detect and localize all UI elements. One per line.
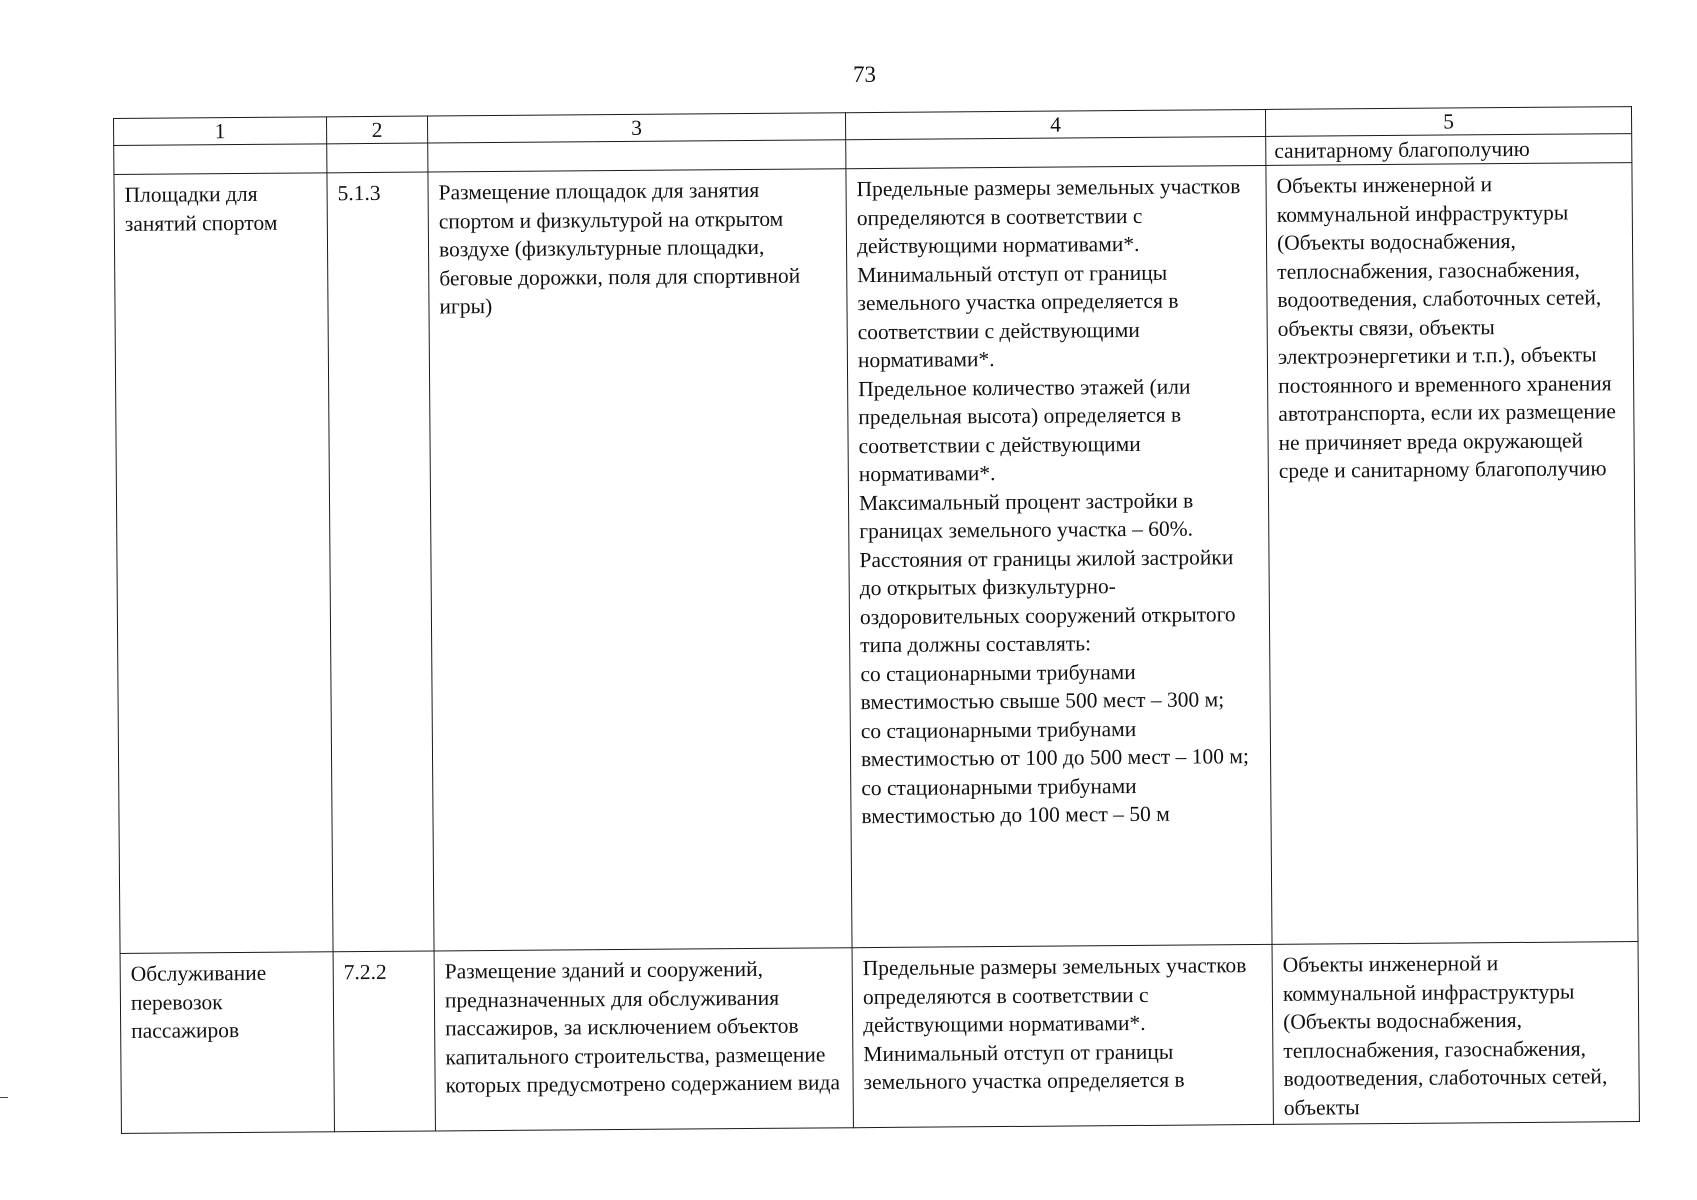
scan-edge-mark [0, 1097, 8, 1098]
use-name-cell: Обслуживание перевозок пассажиров [120, 952, 334, 1134]
parameter-line: Предельные размеры земельных участков определяются в соответствии с действующими нормативами*. [862, 953, 1247, 1038]
column-header: 3 [427, 113, 845, 143]
column-header: 2 [326, 116, 427, 144]
parameter-line: Расстояния от границы жилой застройки до открытых физкультурно-оздоровительных сооружений открытого типа должны составлять: [859, 544, 1236, 658]
parameter-line: Минимальный отступ от границы земельного участка определяется в соответствии с действующими нормативами*. [857, 260, 1179, 373]
table-row [120, 942, 1639, 1134]
parameters-cell [846, 165, 1272, 947]
parameter-line: со стационарными трибунами вместимостью до 100 мест – 50 м [861, 773, 1170, 829]
parameter-line: Предельное количество этажей (или предельная высота) определяется в соответствии с действующими нормативами*. [858, 374, 1191, 487]
use-code-cell: 5.1.3 [327, 172, 434, 952]
zoning-table [113, 106, 1640, 1134]
auxiliary-uses-cell: Объекты инженерной и коммунальной инфраструктуры (Объекты водоснабжения, теплоснабжения, газоснабжения, водоотведения, слаботочных сетей, объекты [1272, 942, 1639, 1125]
use-description-cell: Размещение зданий и сооружений, предназначенных для обслуживания пассажиров, за исключением объектов капитального строительства, размещение которых предусмотрено содержанием вида [434, 948, 853, 1131]
table-cell [428, 140, 846, 172]
parameters-cell [852, 944, 1273, 1127]
parameter-line: Максимальный процент застройки в границах земельного участка – 60%. [858, 488, 1194, 544]
table-cell [846, 136, 1266, 168]
table-cell: санитарному благополучию [1266, 134, 1632, 166]
table-cell [114, 144, 327, 175]
parameter-line: со стационарными трибунами вместимостью от 100 до 500 мест – 100 м; [860, 716, 1250, 772]
column-header: 5 [1265, 107, 1631, 137]
column-header: 1 [114, 117, 327, 146]
table-cell [327, 143, 428, 173]
column-header: 4 [845, 109, 1265, 139]
use-description-cell: Размещение площадок для занятия спортом и физкультурой на открытом воздухе (физкультурные площадки, беговые дорожки, поля для спортивной игры) [428, 169, 852, 951]
use-code-cell: 7.2.2 [333, 951, 435, 1132]
parameter-line: Предельные размеры земельных участков определяются в соответствии с действующими нормативами*. [856, 174, 1241, 259]
use-name-cell: Площадки для занятий спортом [114, 173, 333, 954]
parameter-line: Минимальный отступ от границы земельного участка определяется в [863, 1039, 1185, 1095]
auxiliary-uses-cell: Объекты инженерной и коммунальной инфраструктуры (Объекты водоснабжения, теплоснабжения, газоснабжения, водоотведения, слаботочных сетей, объекты связи, объекты электроэнергетики и т.п.), объекты постоянного и временного хранения автотранспорта, если их размещение не причиняет вреда окружающей среде и санитарному благополучию [1266, 163, 1638, 945]
table-row [114, 163, 1638, 954]
parameter-line: со стационарными трибунами вместимостью свыше 500 мест – 300 м; [860, 659, 1225, 715]
page-number: 73 [853, 62, 876, 87]
